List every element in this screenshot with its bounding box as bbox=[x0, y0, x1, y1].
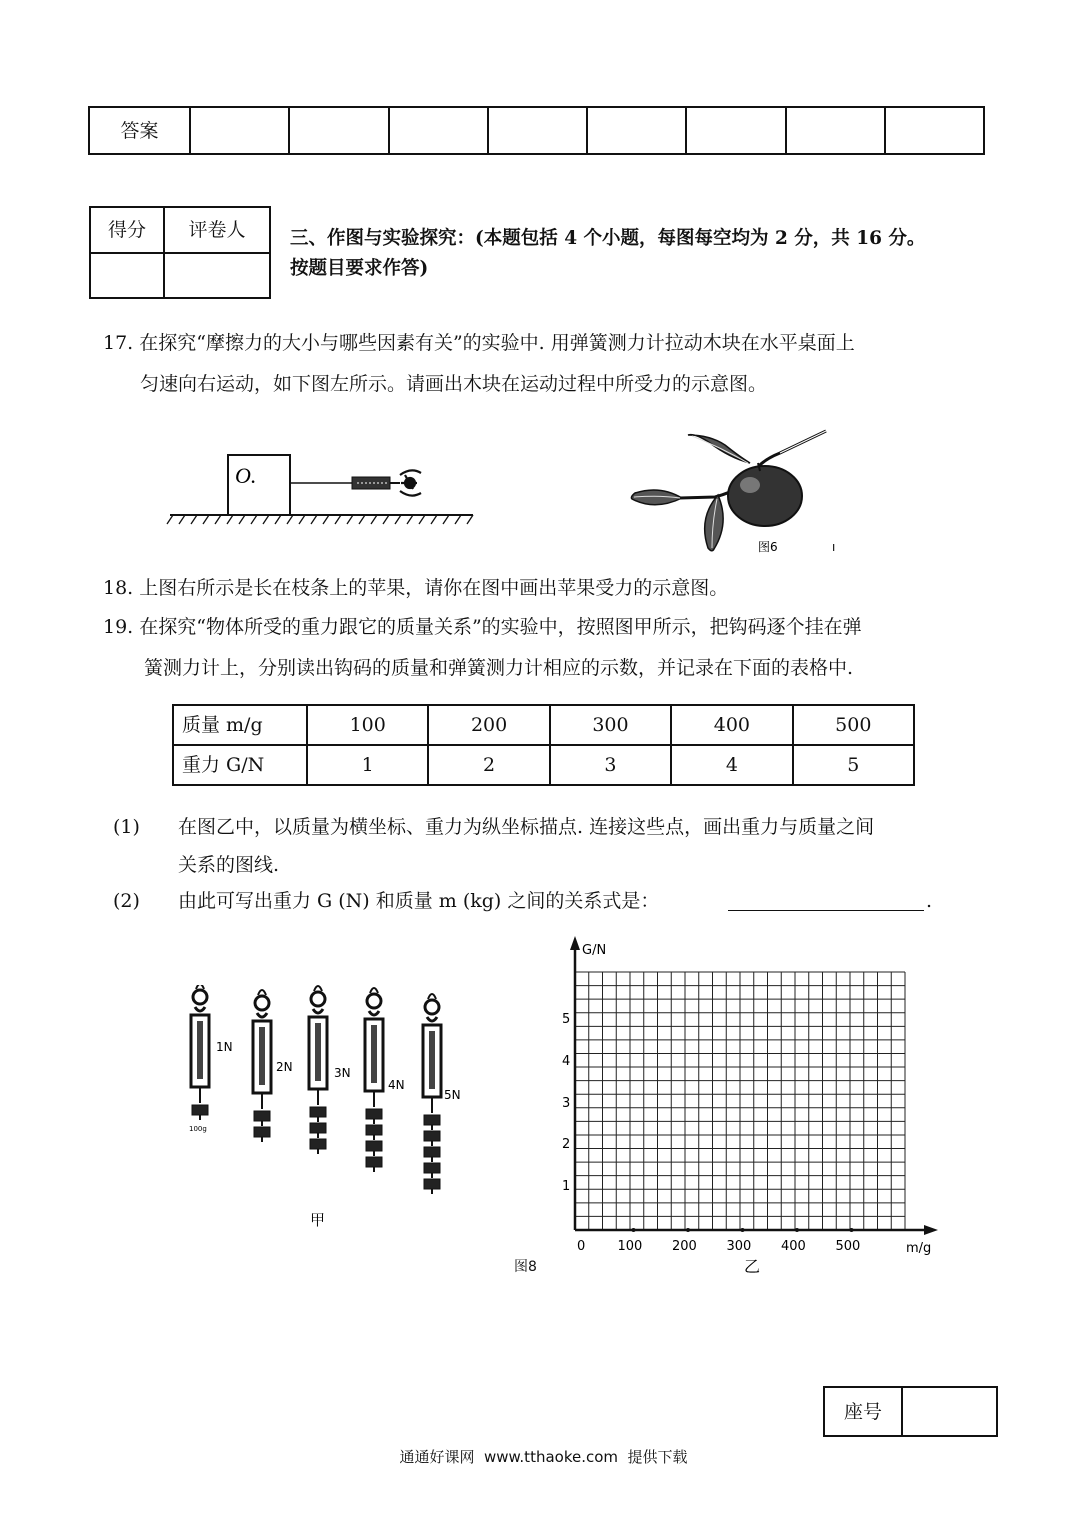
apple-icon bbox=[728, 463, 802, 526]
scale-reading: 4N bbox=[388, 1078, 405, 1092]
mass-weight-table bbox=[172, 704, 915, 786]
x-tick-label: 100 bbox=[617, 1239, 643, 1254]
x-tick-label: 400 bbox=[781, 1239, 806, 1254]
answer-cell[interactable] bbox=[885, 107, 984, 154]
x-tick-mark bbox=[741, 1228, 745, 1232]
grid-chart bbox=[540, 930, 950, 1280]
scale-reading: 2N bbox=[276, 1060, 293, 1074]
mass-value: 400 bbox=[671, 705, 792, 745]
x-tick-mark bbox=[632, 1228, 636, 1232]
sub1-line1: 在图乙中，以质量为横坐标、重力为纵坐标描点. 连接这些点，画出重力与质量之间 bbox=[178, 816, 875, 838]
leaf-icon bbox=[631, 490, 682, 505]
spring-scale-2 bbox=[253, 990, 293, 1142]
weight-value: 2 bbox=[428, 745, 549, 785]
answer-cell[interactable] bbox=[587, 107, 686, 154]
section-title-line1: 三、作图与实验探究：(本题包括 4 个小题，每图每空均为 2 分，共 16 分。 bbox=[290, 228, 926, 249]
y-axis-label: G/N bbox=[582, 943, 607, 958]
x-tick-label: 0 bbox=[577, 1239, 586, 1254]
table-row bbox=[173, 705, 914, 745]
answer-cell[interactable] bbox=[786, 107, 885, 154]
spring-scale-3 bbox=[309, 986, 351, 1154]
ground-line bbox=[167, 515, 473, 524]
table-row bbox=[173, 745, 914, 785]
sub1-number: (1) bbox=[113, 816, 140, 838]
q18-text: 18. 上图右所示是长在枝条上的苹果，请你在图中画出苹果受力的示意图。 bbox=[103, 577, 729, 599]
spring-scales-figure bbox=[180, 985, 480, 1235]
mass-value: 200 bbox=[428, 705, 549, 745]
y-tick-label: 5 bbox=[562, 1012, 571, 1027]
y-axis-arrow bbox=[570, 936, 580, 950]
scale-reading: 1N bbox=[216, 1040, 233, 1054]
mass-value: 100 bbox=[307, 705, 428, 745]
seat-label: 座号 bbox=[824, 1387, 902, 1436]
answer-blank-line[interactable] bbox=[728, 910, 924, 911]
answer-cell[interactable] bbox=[686, 107, 785, 154]
score-field[interactable] bbox=[90, 253, 164, 298]
grader-label: 评卷人 bbox=[164, 207, 270, 253]
fig-yi-caption: 乙 bbox=[744, 1257, 761, 1276]
spring-scale-5 bbox=[423, 994, 461, 1194]
block-label: O. bbox=[235, 463, 257, 488]
sub2-text: 由此可写出重力 G (N) 和质量 m (kg) 之间的关系式是： bbox=[178, 890, 660, 912]
spring-scale bbox=[352, 477, 400, 489]
y-tick-label: 2 bbox=[562, 1137, 571, 1152]
answer-cell[interactable] bbox=[488, 107, 587, 154]
mass-label: 100g bbox=[189, 1125, 207, 1133]
answer-cell[interactable] bbox=[389, 107, 488, 154]
sub1-line2: 关系的图线. bbox=[178, 854, 280, 876]
block-scale-figure bbox=[165, 445, 480, 535]
scale-reading: 3N bbox=[334, 1066, 351, 1080]
scale-reading: 5N bbox=[444, 1088, 461, 1102]
q17-line2: 匀速向右运动，如下图左所示。请画出木块在运动过程中所受力的示意图。 bbox=[140, 373, 768, 395]
answer-cell[interactable] bbox=[289, 107, 388, 154]
weight-value: 5 bbox=[793, 745, 914, 785]
mass-value: 500 bbox=[793, 705, 914, 745]
x-tick-mark bbox=[686, 1228, 690, 1232]
q19-line1: 19. 在探究“物体所受的重力跟它的质量关系”的实验中，按照图甲所示，把钩码逐个挂在弹 bbox=[103, 616, 862, 638]
sub2-end: . bbox=[926, 890, 933, 912]
x-tick-labels bbox=[577, 1228, 860, 1254]
grid-lines bbox=[575, 972, 905, 1230]
mass-value: 300 bbox=[550, 705, 671, 745]
mass-header: 质量 m/g bbox=[173, 705, 307, 745]
answer-table bbox=[88, 106, 985, 155]
weight-value: 3 bbox=[550, 745, 671, 785]
spring-scale-1 bbox=[189, 985, 233, 1133]
section-title-line2: 按题目要求作答) bbox=[290, 258, 429, 279]
weight-value: 1 bbox=[307, 745, 428, 785]
x-tick-label: 200 bbox=[672, 1239, 697, 1254]
answer-label: 答案 bbox=[89, 107, 190, 154]
score-label: 得分 bbox=[90, 207, 164, 253]
hand-icon bbox=[400, 470, 421, 495]
y-tick-label: 4 bbox=[562, 1054, 571, 1069]
x-axis-label: m/g bbox=[906, 1241, 932, 1256]
x-tick-mark bbox=[850, 1228, 854, 1232]
figure-caption: 图8 bbox=[514, 1259, 537, 1275]
x-tick-mark bbox=[795, 1228, 799, 1232]
leaf-icon bbox=[688, 435, 750, 463]
fig-jia-caption: 甲 bbox=[310, 1211, 326, 1229]
spring-scale-4 bbox=[365, 988, 405, 1172]
x-tick-label: 300 bbox=[726, 1239, 752, 1254]
q17-line1: 17. 在探究“摩擦力的大小与哪些因素有关”的实验中. 用弹簧测力计拉动木块在水平桌面上 bbox=[103, 332, 855, 354]
weight-value: 4 bbox=[671, 745, 792, 785]
x-tick-label: 500 bbox=[835, 1239, 861, 1254]
y-tick-labels bbox=[562, 1012, 570, 1194]
weight-header: 重力 G/N bbox=[173, 745, 307, 785]
x-axis-arrow bbox=[924, 1225, 938, 1235]
apple-figure bbox=[620, 423, 850, 558]
y-tick-label: 3 bbox=[562, 1096, 571, 1111]
leaf-icon bbox=[705, 495, 723, 551]
seat-field[interactable] bbox=[902, 1387, 997, 1436]
apple-fig-mark: ı bbox=[832, 540, 836, 554]
apple-fig-caption: 图6 bbox=[758, 540, 778, 554]
grader-field[interactable] bbox=[164, 253, 270, 298]
q19-line2: 簧测力计上，分别读出钩码的质量和弹簧测力计相应的示数，并记录在下面的表格中. bbox=[144, 657, 854, 679]
score-box bbox=[89, 206, 271, 299]
y-tick-label: 1 bbox=[562, 1179, 571, 1194]
footer-text: 通通好课网 www.tthaoke.com 提供下载 bbox=[399, 1448, 688, 1466]
seat-box bbox=[823, 1386, 998, 1437]
answer-cell[interactable] bbox=[190, 107, 289, 154]
sub2-number: (2) bbox=[113, 890, 140, 912]
